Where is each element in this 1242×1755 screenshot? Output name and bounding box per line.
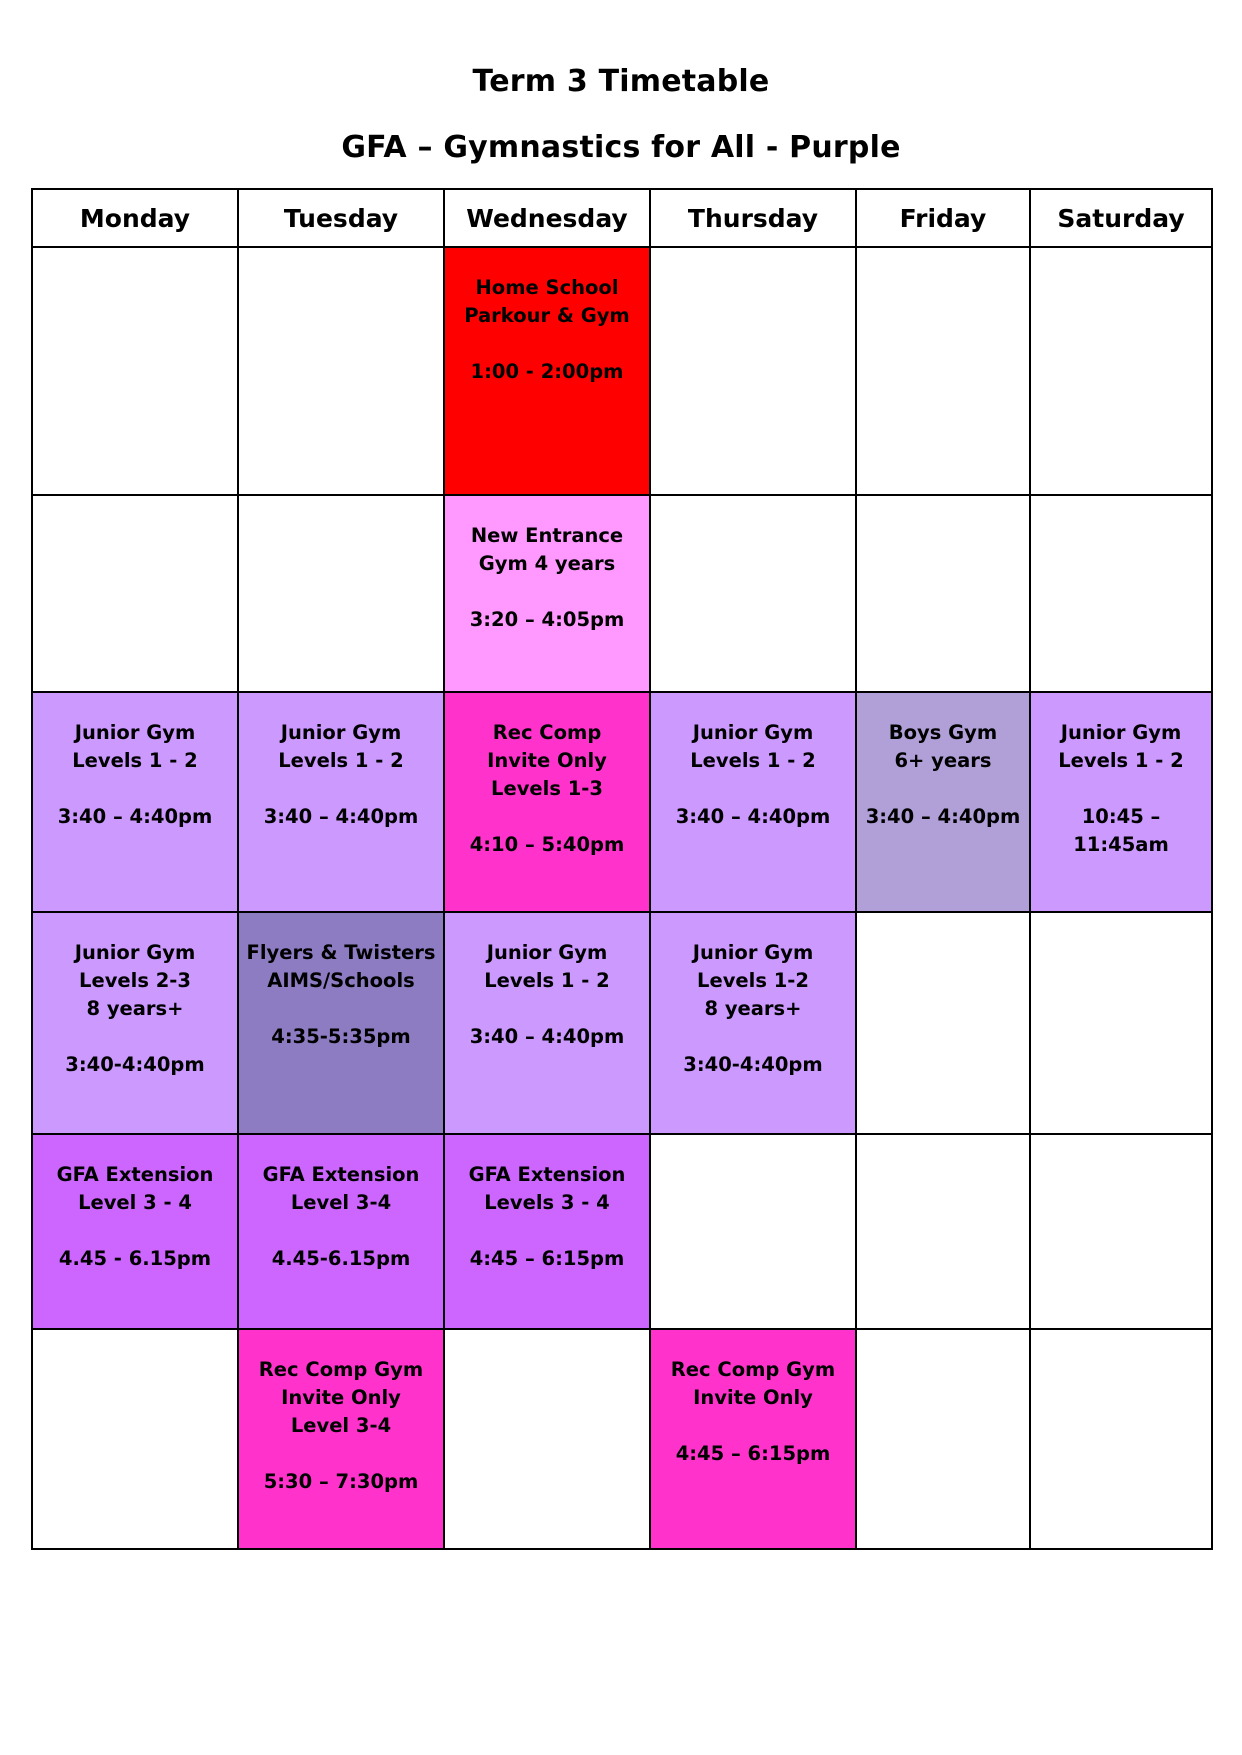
class-name-line: Level 3 - 4	[78, 1191, 192, 1215]
spacer	[1031, 775, 1211, 803]
class-name-line: Level 3-4	[290, 1413, 392, 1437]
day-header: Wednesday	[444, 189, 650, 247]
empty-slot	[1030, 495, 1212, 691]
empty-slot	[238, 495, 444, 691]
empty-slot	[650, 1134, 856, 1328]
class-details	[33, 1135, 237, 1273]
spacer	[651, 775, 855, 803]
timetable-row	[32, 1329, 1212, 1549]
class-details	[651, 1330, 855, 1468]
class-name-line: Levels 1-2	[697, 969, 809, 992]
empty-slot	[650, 247, 856, 495]
class-name-line: Parkour & Gym	[464, 304, 630, 327]
class-slot	[444, 692, 650, 912]
empty-slot	[1030, 1329, 1212, 1549]
empty-slot	[238, 247, 444, 495]
class-name-line: Rec Comp Gym	[258, 1357, 424, 1381]
class-time: 4:45 – 6:15pm	[469, 1247, 625, 1271]
class-name-line: Levels 1 - 2	[484, 969, 610, 992]
empty-slot	[856, 247, 1030, 495]
empty-slot	[1030, 912, 1212, 1134]
day-header: Monday	[32, 189, 238, 247]
class-name-line: AIMS/Schools	[267, 969, 415, 992]
class-slot	[238, 1329, 444, 1549]
class-name-line: Levels 2-3	[79, 969, 191, 992]
class-details	[445, 1135, 649, 1273]
day-header: Saturday	[1030, 189, 1212, 247]
class-time: 4.45 - 6.15pm	[58, 1247, 212, 1271]
class-details	[445, 693, 649, 859]
class-details	[1031, 693, 1211, 859]
day-header: Friday	[856, 189, 1030, 247]
class-time: 3:20 – 4:05pm	[469, 608, 625, 632]
class-time: 10:45 – 11:45am	[1073, 804, 1169, 856]
class-name-line: Level 3-4	[290, 1191, 392, 1215]
spacer	[651, 1412, 855, 1440]
page-subtitle: GFA – Gymnastics for All - Purple	[341, 130, 901, 165]
class-time: 4:10 – 5:40pm	[469, 832, 625, 856]
class-time: 3:40 – 4:40pm	[865, 804, 1021, 828]
empty-slot	[32, 495, 238, 691]
spacer	[239, 1440, 443, 1468]
class-details	[857, 693, 1029, 831]
spacer	[445, 803, 649, 831]
class-time: 1:00 - 2:00pm	[470, 360, 624, 383]
class-name-line: Levels 3 - 4	[484, 1191, 610, 1215]
empty-slot	[856, 495, 1030, 691]
class-time: 3:40 – 4:40pm	[263, 804, 419, 828]
spacer	[445, 330, 649, 358]
class-name-line: Invite Only	[693, 1385, 813, 1409]
empty-slot	[32, 247, 238, 495]
timetable-row	[32, 912, 1212, 1134]
timetable	[31, 188, 1213, 1550]
class-name-line: New Entrance	[470, 524, 624, 548]
spacer	[445, 1217, 649, 1245]
class-name-line: Invite Only	[281, 1385, 401, 1409]
class-time: 3:40 – 4:40pm	[675, 804, 831, 828]
class-name-line: Levels 1 - 2	[278, 748, 404, 772]
class-name-line: Junior Gym	[692, 941, 814, 964]
class-slot	[444, 495, 650, 691]
class-time: 3:40-4:40pm	[65, 1053, 205, 1076]
class-name-line: Rec Comp Gym	[670, 1357, 836, 1381]
class-name-line: Levels 1 - 2	[690, 748, 816, 772]
class-slot	[238, 692, 444, 912]
spacer	[651, 1023, 855, 1051]
class-name-line: Junior Gym	[280, 720, 402, 744]
timetable-row	[32, 692, 1212, 912]
empty-slot	[856, 912, 1030, 1134]
class-slot	[32, 912, 238, 1134]
class-name-line: Levels 1 - 2	[1058, 748, 1184, 772]
class-slot	[32, 1134, 238, 1328]
class-name-line: Rec Comp	[492, 720, 602, 744]
class-name-line: Home School	[475, 276, 619, 299]
class-name-line: Levels 1 - 2	[72, 748, 198, 772]
class-time: 4:35-5:35pm	[271, 1025, 411, 1048]
class-slot	[444, 912, 650, 1134]
class-time: 3:40 – 4:40pm	[469, 1025, 625, 1048]
class-name-line: 6+ years	[894, 748, 992, 772]
class-name-line: GFA Extension	[56, 1163, 214, 1187]
timetable-row	[32, 247, 1212, 495]
class-slot	[1030, 692, 1212, 912]
empty-slot	[1030, 247, 1212, 495]
day-header: Tuesday	[238, 189, 444, 247]
empty-slot	[444, 1329, 650, 1549]
spacer	[33, 775, 237, 803]
class-details	[239, 1135, 443, 1273]
spacer	[445, 578, 649, 606]
class-slot	[238, 912, 444, 1134]
class-slot	[856, 692, 1030, 912]
class-name-line: 8 years+	[86, 997, 184, 1020]
day-header-row	[32, 189, 1212, 247]
spacer	[239, 995, 443, 1023]
class-name-line: Junior Gym	[74, 941, 196, 964]
class-details	[33, 913, 237, 1079]
class-time: 3:40-4:40pm	[683, 1053, 823, 1076]
class-slot	[650, 1329, 856, 1549]
empty-slot	[856, 1329, 1030, 1549]
spacer	[445, 995, 649, 1023]
class-time: 4.45-6.15pm	[271, 1247, 411, 1271]
class-slot	[238, 1134, 444, 1328]
empty-slot	[1030, 1134, 1212, 1328]
page-title: Term 3 Timetable	[472, 64, 770, 99]
class-time: 5:30 – 7:30pm	[263, 1469, 419, 1493]
class-details	[651, 913, 855, 1079]
timetable-row	[32, 1134, 1212, 1328]
class-name-line: GFA Extension	[468, 1163, 626, 1187]
class-details	[445, 496, 649, 634]
class-slot	[650, 912, 856, 1134]
class-slot	[444, 247, 650, 495]
class-details	[445, 913, 649, 1051]
class-name-line: Levels 1-3	[491, 776, 603, 800]
class-slot	[650, 692, 856, 912]
spacer	[33, 1217, 237, 1245]
class-name-line: Invite Only	[487, 748, 607, 772]
class-details	[33, 693, 237, 831]
timetable-row	[32, 495, 1212, 691]
class-name-line: Flyers & Twisters	[246, 941, 436, 964]
class-name-line: 8 years+	[704, 997, 802, 1020]
empty-slot	[856, 1134, 1030, 1328]
class-details	[239, 693, 443, 831]
class-details	[239, 1330, 443, 1496]
class-details	[239, 913, 443, 1051]
class-details	[445, 248, 649, 386]
empty-slot	[32, 1329, 238, 1549]
class-name-line: Boys Gym	[888, 720, 998, 744]
class-details	[651, 693, 855, 831]
class-slot	[444, 1134, 650, 1328]
class-time: 4:45 – 6:15pm	[675, 1441, 831, 1465]
class-name-line: Junior Gym	[692, 720, 814, 744]
spacer	[239, 775, 443, 803]
class-name-line: Junior Gym	[486, 941, 608, 964]
spacer	[239, 1217, 443, 1245]
day-header: Thursday	[650, 189, 856, 247]
spacer	[33, 1023, 237, 1051]
class-slot	[32, 692, 238, 912]
class-name-line: Gym 4 years	[478, 552, 616, 576]
class-name-line: GFA Extension	[262, 1163, 420, 1187]
spacer	[857, 775, 1029, 803]
class-time: 3:40 – 4:40pm	[57, 804, 213, 828]
class-name-line: Junior Gym	[74, 720, 196, 744]
class-name-line: Junior Gym	[1060, 720, 1182, 744]
empty-slot	[650, 495, 856, 691]
